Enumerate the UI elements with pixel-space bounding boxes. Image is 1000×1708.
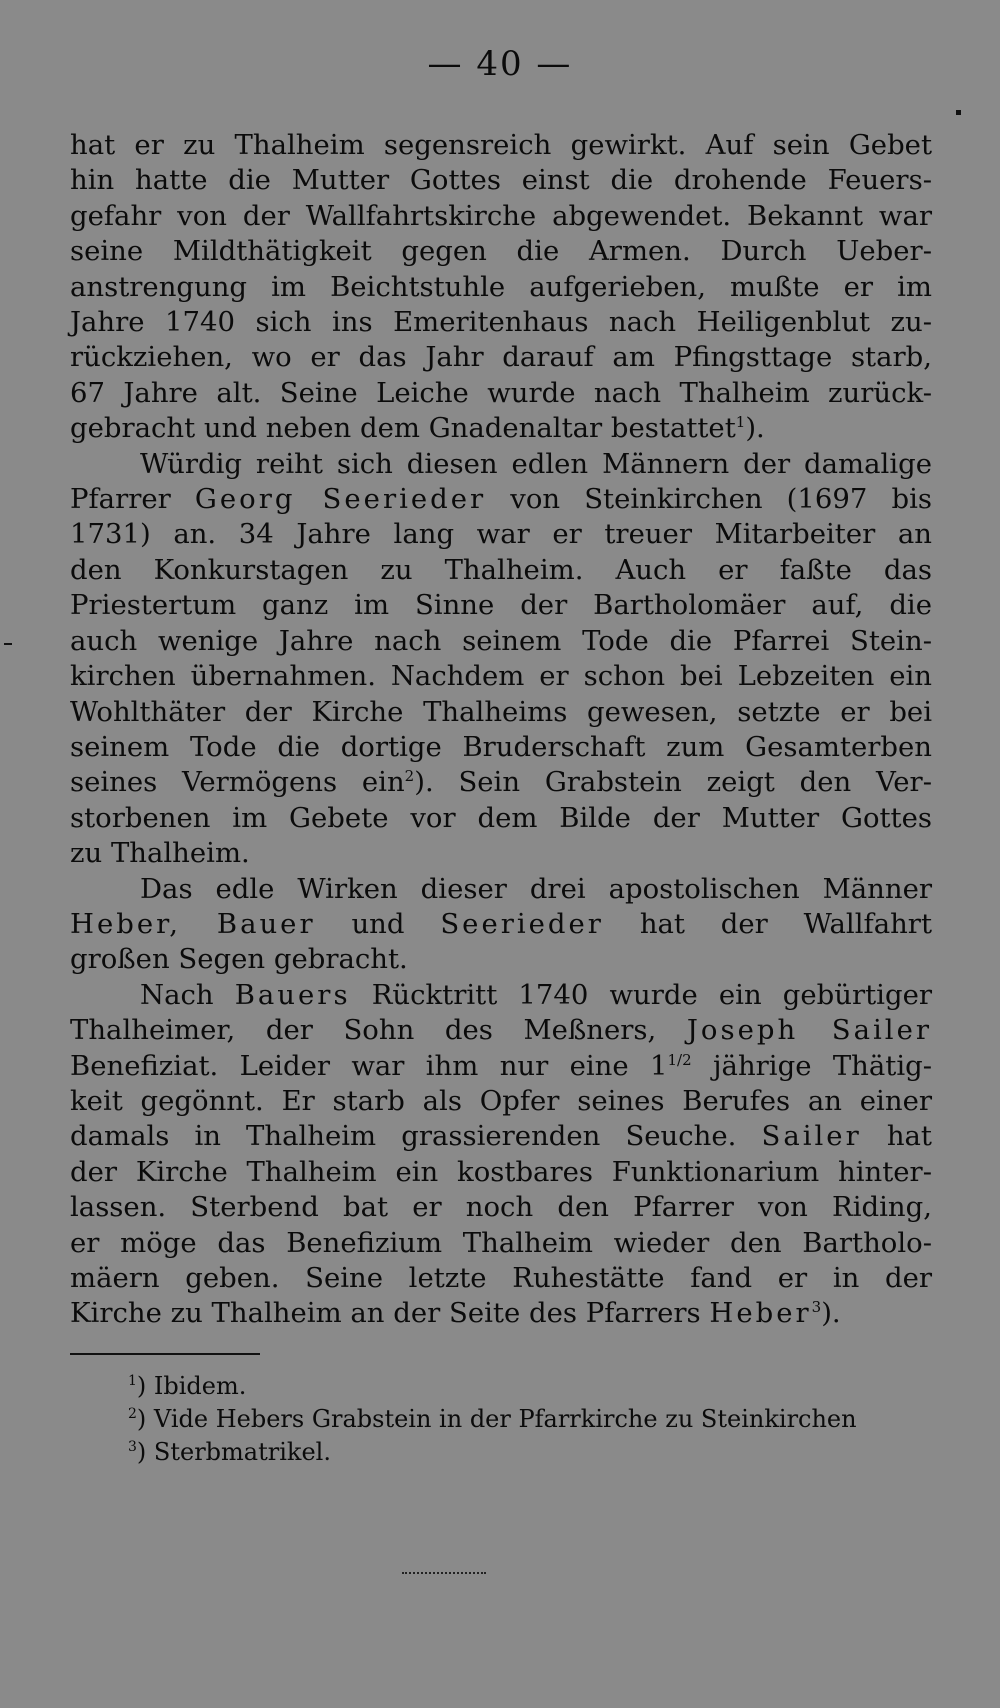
text-line [70,907,932,942]
person-name: Sailer [761,1120,862,1153]
paragraph-4 [70,978,932,1332]
page-number: — 40 — [427,44,573,84]
text-run: Rücktritt 1740 wurde ein gebürtiger [371,978,932,1011]
text-line: zu Thalheim. [70,837,250,870]
person-name: Bauers [234,978,351,1011]
text-line: Priestertum ganz im Sinne der Bartholomäer auf, die [70,589,932,622]
text-line [70,411,932,446]
text-line: keit gegönnt. Er starb als Opfer seines Berufes an einer [70,1084,932,1117]
footnote-text: ) Sterbmatrikel. [136,1438,331,1466]
footnote-divider [70,1353,260,1355]
text-line: der Kirche Thalheim ein kostbares Funktionarium hinter- [70,1155,932,1188]
text-line [70,1119,932,1154]
text-line: Würdig reiht sich diesen edlen Männern der damalige [140,447,932,480]
footnote-ref-3: 3 [811,1298,822,1317]
text-run: damals in Thalheim grassierenden Seuche. [70,1120,737,1153]
text-line [70,482,932,517]
text-run: Kirche zu Thalheim an der Seite des Pfarrers [70,1297,701,1330]
text-line: kirchen übernahmen. Nachdem er schon bei Lebzeiten ein [70,660,932,693]
text-line: 1731) an. 34 Jahre lang war er treuer Mitarbeiter an [70,518,932,551]
text-run: Pfarrer [70,483,171,516]
text-run: Thalheimer, der Sohn des Meßners, [70,1014,657,1047]
footnote-mark: 2 [128,1406,137,1422]
text-line: auch wenige Jahre nach seinem Tode die Pfarrei Stein- [70,624,932,657]
text-line: rückziehen, wo er das Jahr darauf am Pfingsttage starb, [70,341,932,374]
text-run: ). [745,412,765,445]
scan-speck [4,643,12,645]
text-line: lassen. Sterbend bat er noch den Pfarrer von Riding, [70,1191,932,1224]
person-name: Bauer [216,907,316,940]
text-run: Benefiziat. Leider war ihm nur eine 1 [70,1049,668,1082]
scan-artifact-line [402,1572,486,1574]
text-run: ). [821,1297,841,1330]
text-run: seines Vermögens ein [70,766,405,799]
text-line [70,978,932,1013]
text-run: ). Sein Grabstein zeigt den Ver- [414,766,932,799]
footnote-ref-1: 1 [735,413,746,432]
fraction: 1/2 [667,1050,692,1069]
person-name: Seerieder [440,907,604,940]
footnote-3 [128,1436,928,1469]
person-name: Heber [709,1297,812,1330]
footnote-mark: 1 [128,1373,137,1389]
text-line: storbenen im Gebete vor dem Bilde der Mutter Gottes [70,801,932,834]
footnote-text: ) Vide Hebers Grabstein in der Pfarrkirche zu Steinkirchen [136,1405,857,1433]
text-line: den Konkurstagen zu Thalheim. Auch er faßte das [70,553,932,586]
footnote-2 [128,1403,928,1436]
text-line: seinem Tode die dortige Bruderschaft zum Gesamterben [70,730,932,763]
person-name: Georg Seerieder [194,483,487,516]
text-line: großen Segen gebracht. [70,943,408,976]
text-run: jährige Thätig- [713,1049,933,1082]
text-run: Nach [140,978,214,1011]
text-line [70,1296,932,1331]
text-run: von Steinkirchen (1697 bis [510,483,932,516]
text-line: anstrengung im Beichtstuhle aufgerieben, mußte er im [70,270,932,303]
person-name: Joseph Sailer [686,1014,933,1047]
text-line [70,1013,932,1048]
text-line: 67 Jahre alt. Seine Leiche wurde nach Thalheim zurück- [70,376,932,409]
text-line: Das edle Wirken dieser drei apostolischen Männer [140,872,932,905]
text-line: hin hatte die Mutter Gottes einst die drohende Feuers- [70,164,932,197]
text-line: er möge das Benefizium Thalheim wieder den Bartholo- [70,1226,932,1259]
text-line [70,765,932,800]
text-line [70,1049,932,1084]
person-name: Heber, [70,907,182,940]
text-line: gefahr von der Wallfahrtskirche abgewendet. Bekannt war [70,199,932,232]
text-run: hat der Wallfahrt [639,907,933,940]
footnote-text: ) Ibidem. [136,1372,247,1400]
text-line: Wohlthäter der Kirche Thalheims gewesen, setzte er bei [70,695,932,728]
footnotes [128,1370,928,1469]
text-run: gebracht und neben dem Gnadenaltar bestattet [70,412,736,445]
text-run: hat [886,1120,932,1153]
paragraph-3 [70,872,932,978]
paragraph-1 [70,128,932,447]
text-run: und [351,907,405,940]
text-line: Jahre 1740 sich ins Emeritenhaus nach Heiligenblut zu- [70,306,932,339]
text-line: mäern geben. Seine letzte Ruhestätte fand er in der [70,1262,932,1294]
text-line: hat er zu Thalheim segensreich gewirkt. Auf sein Gebet [70,129,932,161]
footnote-1 [128,1370,928,1403]
footnote-ref-2: 2 [404,767,415,786]
text-line: seine Mildthätigkeit gegen die Armen. Durch Ueber- [70,235,932,268]
scan-speck [956,110,961,115]
main-text [70,128,932,1332]
footnote-mark: 3 [128,1439,137,1455]
paragraph-2 [70,447,932,872]
